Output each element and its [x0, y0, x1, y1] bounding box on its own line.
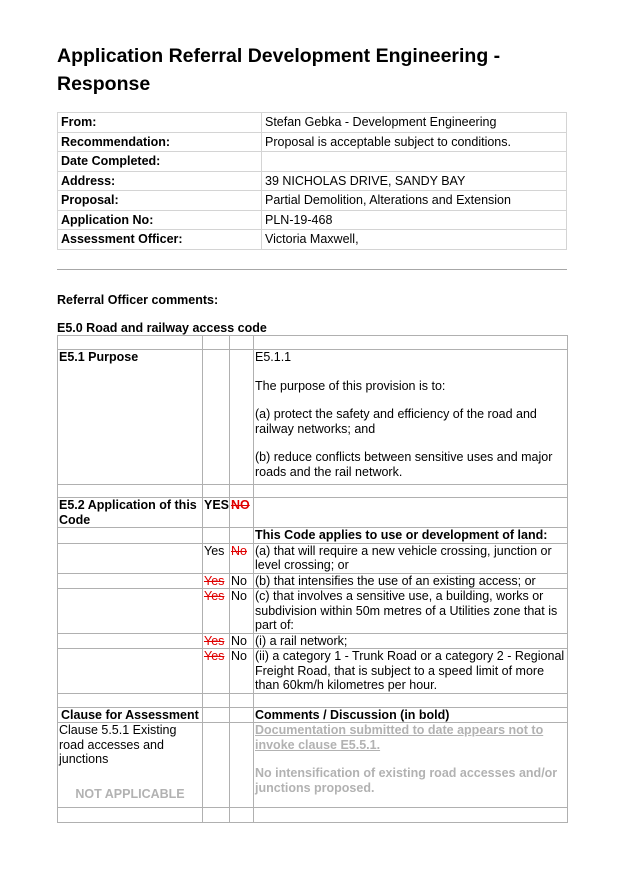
- horizontal-divider: [57, 269, 567, 270]
- yes-struck: Yes: [203, 633, 230, 649]
- application-row: [58, 649, 568, 694]
- purpose-row: [58, 350, 568, 485]
- info-row-proposal: [58, 191, 567, 211]
- info-value: Partial Demolition, Alterations and Extension: [262, 191, 567, 211]
- application-row: [58, 589, 568, 634]
- info-label: Proposal:: [58, 191, 262, 211]
- clause-cell: [58, 723, 203, 808]
- yes-struck: Yes: [203, 589, 230, 634]
- no-selected: No: [230, 589, 254, 634]
- no-selected: No: [230, 649, 254, 694]
- info-row-application-no: [58, 210, 567, 230]
- yes-struck: Yes: [203, 573, 230, 589]
- info-label: Address:: [58, 171, 262, 191]
- clause-text: Clause 5.5.1 Existing road accesses and junctions: [59, 723, 177, 766]
- purpose-item-a: (a) protect the safety and efficiency of the road and railway networks; and: [255, 407, 537, 436]
- application-text: (b) that intensifies the use of an existing access; or: [254, 573, 568, 589]
- purpose-clause: E5.1.1: [255, 350, 292, 364]
- not-applicable-label: NOT APPLICABLE: [75, 786, 185, 801]
- applies-heading: This Code applies to use or development of land:: [254, 528, 568, 544]
- info-value: [262, 152, 567, 172]
- spacer-row: [58, 485, 568, 498]
- no-struck: No: [230, 543, 254, 573]
- application-label: E5.2 Application of this Code: [58, 498, 203, 528]
- info-label: Recommendation:: [58, 132, 262, 152]
- application-text: (ii) a category 1 - Trunk Road or a category 2 - Regional Freight Road, that is subject to a speed limit of more than 60km/h kilometres per hour.: [254, 649, 568, 694]
- yes-header: YES: [203, 498, 230, 528]
- application-row: [58, 543, 568, 573]
- info-row-date-completed: [58, 152, 567, 172]
- assessment-row: [58, 723, 568, 808]
- info-label: Date Completed:: [58, 152, 262, 172]
- info-value: Victoria Maxwell,: [262, 230, 567, 250]
- road-access-code-table: [57, 335, 568, 823]
- spacer-row: [58, 336, 568, 350]
- application-text: (c) that involves a sensitive use, a building, works or subdivision within 50m metres of a Utilities zone that is part of:: [254, 589, 568, 634]
- no-selected: No: [230, 633, 254, 649]
- purpose-item-b: (b) reduce conflicts between sensitive uses and major roads and the rail network.: [255, 450, 553, 479]
- document-title: Application Referral Development Engineering - Response: [57, 45, 501, 95]
- info-value: PLN-19-468: [262, 210, 567, 230]
- application-row: [58, 573, 568, 589]
- purpose-text: [254, 350, 568, 485]
- info-value: Stefan Gebka - Development Engineering: [262, 113, 567, 133]
- comments-cell: [254, 723, 568, 808]
- application-row: [58, 633, 568, 649]
- info-row-address: [58, 171, 567, 191]
- purpose-label: E5.1 Purpose: [58, 350, 203, 485]
- no-header-struck: NO: [230, 498, 254, 528]
- spacer-row: [58, 808, 568, 823]
- comments-header: Comments / Discussion (in bold): [254, 707, 568, 723]
- info-row-from: [58, 113, 567, 133]
- comment-documentation: Documentation submitted to date appears not to invoke clause E5.5.1.: [255, 723, 544, 752]
- info-label: Application No:: [58, 210, 262, 230]
- application-text: (i) a rail network;: [254, 633, 568, 649]
- applies-heading-row: [58, 528, 568, 544]
- yes-selected: Yes: [203, 543, 230, 573]
- info-value: Proposal is acceptable subject to conditions.: [262, 132, 567, 152]
- comments-heading: Referral Officer comments:: [57, 293, 219, 307]
- spacer-row: [58, 693, 568, 707]
- info-label: Assessment Officer:: [58, 230, 262, 250]
- application-text: (a) that will require a new vehicle crossing, junction or level crossing; or: [254, 543, 568, 573]
- referral-info-table: [57, 112, 567, 250]
- section-heading: E5.0 Road and railway access code: [57, 321, 267, 335]
- info-row-assessment-officer: [58, 230, 567, 250]
- assessment-header-row: [58, 707, 568, 723]
- yes-struck: Yes: [203, 649, 230, 694]
- purpose-intro: The purpose of this provision is to:: [255, 378, 446, 393]
- no-selected: No: [230, 573, 254, 589]
- info-row-recommendation: [58, 132, 567, 152]
- info-label: From:: [58, 113, 262, 133]
- application-header-row: [58, 498, 568, 528]
- clause-header: Clause for Assessment: [58, 707, 203, 723]
- comment-no-intensification: No intensification of existing road accesses and/or junctions proposed.: [255, 766, 558, 795]
- info-value: 39 NICHOLAS DRIVE, SANDY BAY: [262, 171, 567, 191]
